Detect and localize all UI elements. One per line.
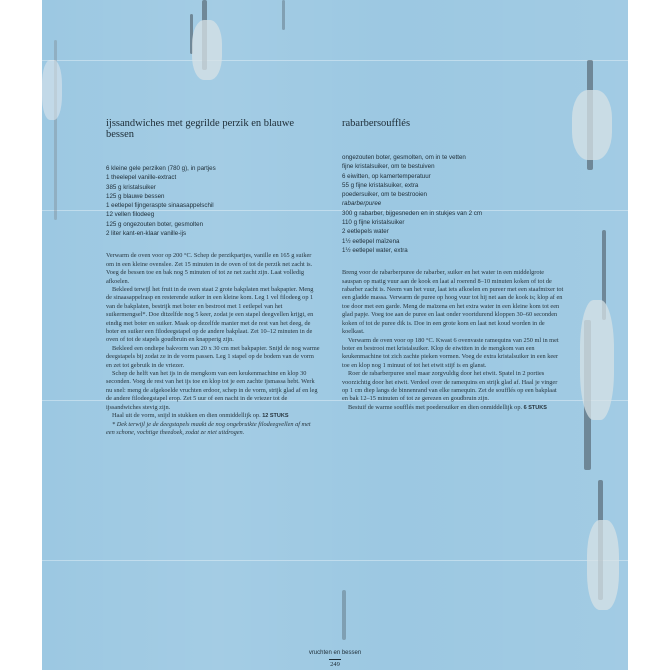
ingredient-item: 385 g kristalsuiker (106, 183, 156, 191)
method-paragraph: Verwarm de oven voor op 200 °C. Schep de perzikpartjes, vanille en 165 g suiker om in een kleine ovenslee. Zet 15 minuten in de oven of tot de perzik net zacht is. Voeg de bessen toe en bak nog 5 minuten of tot ze net zacht zijn. Laat volledig afkoelen. (106, 252, 313, 285)
ingredient-item: 2 liter kant-en-klaar vanille-ijs (106, 230, 187, 238)
ingredient-item: 1 eetlepel fijngeraspte sinaasappelschil (106, 202, 214, 210)
ingredient-item: 12 vellen filodeeg (106, 211, 155, 219)
paint-chip (587, 520, 619, 610)
yield-label: 6 STUKS (523, 404, 547, 411)
ingredient-list (342, 153, 564, 255)
ingredient-item: 6 kleine gele perziken (780 g), in partjes (106, 165, 216, 172)
paint-chip (572, 90, 612, 160)
ingredient-item: 1½ eetlepel water, extra (342, 246, 408, 254)
method-paragraph: Bekleed terwijl het fruit in de oven staat 2 grote bakplaten met bakpapier. Meng de sinaasappelrasp en resterende suiker in een kleine kom. Leg 1 vel filodeeg op 1 van de bakplaten, bestrijk met boter en bestrooi met 1 eetlepel van het suikermengsel*. Doe ditzelfde nog 5 keer, zodat je een stapel deegvellen krijgt, en eindig met boter en suiker. Maak op dezelfde manier met de rest van het deeg, de boter en suiker een filodeegstapel op de andere bakplaat. Zet 10–12 minuten in de oven of tot de stapels goudbruin en knapperig zijn. (106, 286, 314, 344)
method-text: Haal uit de vorm, snijd in stukken en dien onmiddellijk op. (112, 412, 261, 420)
footer-divider (329, 659, 341, 660)
section-name: vruchten en bessen (308, 650, 362, 656)
ingredient-item: 1 theelepel vanille-extract (106, 174, 177, 182)
method-paragraph: Schep de helft van het ijs in de mengkom van een keukenmachine en klop 30 seconden. Voeg de rest van het ijs toe en klop tot je een zachte ijsmassa hebt. Werk nu snel: meng de afgekoelde vruchten erdoor, schep in de vorm, strijk glad af en leg de andere filodeegstapel erop. Zet 5 uur of een nacht in de vriezer tot de ijssandwiches stevig zijn. (106, 370, 318, 411)
paint-chip (580, 300, 614, 420)
wood-grain (42, 560, 628, 561)
ingredient-item: poedersuiker, om te bestrooien (342, 191, 427, 199)
method-paragraph: Breng voor de rabarberpuree de rabarber, suiker en het water in een middelgrote sauspan op matig vuur aan de kook en laat al roerend 8–10 minuten koken of tot de rabarber zacht is. Neem van het vuur, laat iets afkoelen en pureer met een staafmixer tot een gladde massa. Verwarm de puree op hoog vuur tot hij net aan de kook is; klop af en toe door met een garde. Meng de maïzena en het extra water in een kleine kom tot een glad papje. Voeg toe aan de puree en laat onder voortdurend kloppen 30–60 seconden koken of tot de puree dik is. Doe in een grote kom en laat net koud worden in de koelkast. (342, 269, 564, 336)
ingredient-item: 110 g fijne kristalsuiker (342, 219, 405, 227)
ingredient-item: fijne kristalsuiker, om te bestuiven (342, 163, 435, 171)
ingredient-item: 1½ eetlepel maïzena (342, 237, 400, 245)
ingredient-item: 2 eetlepels water (342, 228, 389, 236)
yield-label: 12 STUKS (262, 413, 289, 420)
method-paragraph (342, 404, 564, 412)
ingredient-item: 6 eiwitten, op kamertemperatuur (342, 172, 431, 180)
method-text: Bestuif de warme soufflés met poedersuiker en dien onmiddellijk op. (348, 403, 523, 411)
wood-grain (42, 60, 628, 61)
method-paragraph (106, 412, 320, 420)
ingredient-subheading: rabarberpuree (342, 200, 382, 208)
method-paragraph: Verwarm de oven voor op 180 °C. Kwast 6 ovenvaste ramequins van 250 ml in met boter en bestrooi met kristalsuiker. Klop de eiwitten in de mengkom van een keukenmachine tot zich zachte pieken vormen. Voeg de extra kristalsuiker in een keer toe en klop nog 1 minuut of tot het eiwit stijf is en glanst. (342, 336, 559, 369)
ingredient-item: 125 g ongezouten boter, gesmolten (106, 220, 204, 228)
ingredient-item: 125 g blauwe bessen (106, 192, 165, 200)
method-paragraph: Roer de rabarberpuree snel maar zorgvuldig door het eiwit. Spatel in 2 porties voorzichtig door het eiwit. Verdeel over de ramequins en strijk glad af. Haal je vinger op 1 cm diep langs de binnenrand van elke ramequin. Zet de soufflés op een bakplaat en bak 12–15 minuten of tot ze gerezen en goudbruin zijn. (342, 370, 558, 403)
wood-crack (282, 0, 285, 30)
ingredient-item: ongezouten boter, gesmolten, om in te vetten (342, 154, 466, 161)
ingredient-item: 300 g rabarber, bijgesneden en in stukjes van 2 cm (342, 209, 482, 217)
recipe-page (42, 0, 628, 670)
paint-chip (42, 60, 62, 120)
method-paragraph: Bekleed een ondiepe bakvorm van 20 x 30 cm met bakpapier. Snijd de nog warme deegstapels bij zodat ze in de vorm passen. Leg 1 stapel op de bodem van de vorm en zet tot gebruik in de vriezer. (106, 344, 320, 369)
ingredient-list (106, 164, 320, 238)
recipe-title: ijssandwiches met gegrilde perzik en blauwe bessen (106, 118, 295, 140)
recipe-right (342, 118, 564, 412)
recipe-title: rabarbersoufflés (342, 118, 411, 129)
wood-crack (342, 590, 346, 640)
recipe-tip: * Dek terwijl je de deegstapels maakt de nog ongebruikte filodeegvellen af met een schone, vochtige theedoek, zodat ze niet uitdrogen. (106, 420, 311, 436)
recipe-left (106, 118, 320, 437)
ingredient-item: 55 g fijne kristalsuiker, extra (342, 181, 419, 189)
paint-chip (192, 20, 222, 80)
page-number: 249 (330, 661, 340, 668)
